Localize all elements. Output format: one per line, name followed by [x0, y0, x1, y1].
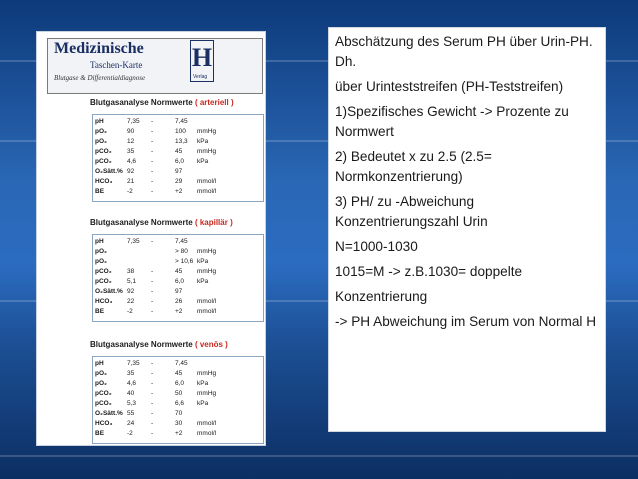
- table-cell: 22: [127, 298, 135, 305]
- table-row: [95, 288, 259, 297]
- table-row: [95, 118, 259, 127]
- table-cell: pO₂: [95, 370, 107, 377]
- table-cell: mmHg: [197, 148, 217, 155]
- table-row: [95, 168, 259, 177]
- table-cell: 55: [127, 410, 135, 417]
- table-cell: 30: [175, 420, 183, 427]
- table-cell: 6,0: [175, 158, 185, 165]
- table-cell: -: [151, 420, 154, 427]
- table-row: [95, 138, 259, 147]
- table-cell: 35: [127, 370, 135, 377]
- section-tag: ( kapillär ): [194, 218, 233, 227]
- table-cell: -: [151, 370, 154, 377]
- table-cell: -: [151, 168, 154, 175]
- table-cell: mmHg: [197, 370, 217, 377]
- table-cell: pCO₂: [95, 400, 112, 407]
- table-cell: 21: [127, 178, 135, 185]
- table-cell: 40: [127, 390, 135, 397]
- table-cell: -: [151, 118, 154, 125]
- table-cell: -: [151, 148, 154, 155]
- table-cell: 7,35: [127, 118, 140, 125]
- table-cell: > 80: [175, 248, 188, 255]
- table-cell: -: [151, 308, 154, 315]
- table-row: [95, 430, 259, 439]
- table-row: [95, 148, 259, 157]
- table-cell: 35: [127, 148, 135, 155]
- table-cell: -2: [127, 308, 133, 315]
- table-cell: pO₂: [95, 380, 107, 387]
- table-cell: 7,45: [175, 360, 188, 367]
- table-cell: pCO₂: [95, 148, 112, 155]
- table-cell: -: [151, 138, 154, 145]
- table-row: [95, 308, 259, 317]
- table-cell: pH: [95, 118, 104, 125]
- table-cell: 12: [127, 138, 135, 145]
- table-cell: pH: [95, 360, 104, 367]
- table-cell: -: [151, 430, 154, 437]
- table-cell: -: [151, 238, 154, 245]
- table-cell: 90: [127, 128, 135, 135]
- table-cell: mmol/l: [197, 430, 217, 437]
- table-row: [95, 268, 259, 277]
- note-line: 2) Bedeutet x zu 2.5 (2.5= Normkonzentrierung): [335, 149, 492, 184]
- table-cell: -: [151, 278, 154, 285]
- card-subtitle: Taschen-Karte: [90, 60, 143, 70]
- notes-text: [335, 32, 597, 337]
- note-line: über Urinteststreifen (PH-Teststreifen): [335, 79, 564, 94]
- section-tag: ( arteriell ): [194, 98, 234, 107]
- table-cell: -: [151, 410, 154, 417]
- table-cell: -: [151, 158, 154, 165]
- table-row: [95, 258, 259, 267]
- table-cell: mmol/l: [197, 420, 217, 427]
- section-title-text: Blutgasanalyse Normwerte: [90, 218, 195, 227]
- table-cell: kPa: [197, 380, 209, 387]
- section-title-text: Blutgasanalyse Normwerte: [90, 98, 195, 107]
- background-wave: [0, 455, 638, 457]
- table-cell: -: [151, 188, 154, 195]
- table-cell: 45: [175, 370, 183, 377]
- table-cell: BE: [95, 430, 105, 437]
- publisher-logo: H: [190, 40, 214, 82]
- table-cell: HCO₃: [95, 178, 113, 185]
- table-cell: mmHg: [197, 390, 217, 397]
- table-cell: 38: [127, 268, 135, 275]
- table-cell: O₂Sätt.%: [95, 288, 123, 295]
- table-cell: HCO₃: [95, 298, 113, 305]
- table-cell: -: [151, 400, 154, 407]
- note-line: 1015=M -> z.B.1030= doppelte: [335, 264, 523, 279]
- note-line: 1)Spezifisches Gewicht -> Prozente zu Normwert: [335, 104, 569, 139]
- table-cell: kPa: [197, 258, 209, 265]
- table-row: [95, 420, 259, 429]
- table-cell: 7,45: [175, 118, 188, 125]
- table-cell: 6,0: [175, 380, 185, 387]
- table-cell: mmHg: [197, 248, 217, 255]
- table-row: [95, 178, 259, 187]
- table-cell: -: [151, 178, 154, 185]
- table-cell: 97: [175, 168, 183, 175]
- section-title: [90, 218, 233, 227]
- table-cell: 4,6: [127, 380, 137, 387]
- section-title-text: Blutgasanalyse Normwerte: [90, 340, 195, 349]
- table-cell: 6,6: [175, 400, 185, 407]
- table-cell: 100: [175, 128, 186, 135]
- note-line: -> PH Abweichung im Serum von Normal H: [335, 314, 597, 329]
- table-row: [95, 410, 259, 419]
- note-line: Abschätzung des Serum PH über Urin-PH. Dh.: [335, 34, 593, 69]
- table-row: [95, 128, 259, 137]
- table-cell: 26: [175, 298, 183, 305]
- table-cell: kPa: [197, 400, 209, 407]
- table-row: [95, 188, 259, 197]
- table-cell: +2: [175, 308, 183, 315]
- table-cell: mmol/l: [197, 188, 217, 195]
- table-cell: pO₂: [95, 138, 107, 145]
- table-cell: pCO₂: [95, 158, 112, 165]
- table-cell: -: [151, 288, 154, 295]
- table-cell: 97: [175, 288, 183, 295]
- table-cell: 4,6: [127, 158, 137, 165]
- section-title: [90, 340, 228, 349]
- table-cell: 13,3: [175, 138, 188, 145]
- table-cell: -: [151, 268, 154, 275]
- note-line: 3) PH/ zu -Abweichung Konzentrierungszahl Urin: [335, 194, 488, 229]
- note-line: N=1000-1030: [335, 239, 418, 254]
- table-cell: pH: [95, 238, 104, 245]
- table-cell: O₂Sätt.%: [95, 168, 123, 175]
- table-cell: -2: [127, 430, 133, 437]
- table-cell: 24: [127, 420, 135, 427]
- table-cell: BE: [95, 308, 105, 315]
- table-row: [95, 248, 259, 257]
- table-cell: -2: [127, 188, 133, 195]
- table-row: [95, 400, 259, 409]
- table-cell: 5,1: [127, 278, 137, 285]
- table-cell: 7,45: [175, 238, 188, 245]
- table-cell: pCO₂: [95, 278, 112, 285]
- table-cell: kPa: [197, 158, 209, 165]
- table-cell: mmol/l: [197, 178, 217, 185]
- table-cell: 92: [127, 288, 135, 295]
- table-cell: O₂Sätt.%: [95, 410, 123, 417]
- table-cell: -: [151, 390, 154, 397]
- note-line: Konzentrierung: [335, 289, 428, 304]
- section-title: [90, 98, 234, 107]
- table-cell: kPa: [197, 278, 209, 285]
- table-cell: -: [151, 360, 154, 367]
- table-cell: 50: [175, 390, 183, 397]
- table-cell: mmHg: [197, 128, 217, 135]
- table-cell: kPa: [197, 138, 209, 145]
- table-cell: pCO₂: [95, 390, 112, 397]
- table-cell: mmHg: [197, 268, 217, 275]
- section-tag: ( venös ): [194, 340, 228, 349]
- table-row: [95, 298, 259, 307]
- table-row: [95, 390, 259, 399]
- table-cell: mmol/l: [197, 298, 217, 305]
- table-cell: BE: [95, 188, 105, 195]
- table-cell: 6,0: [175, 278, 185, 285]
- table-row: [95, 370, 259, 379]
- table-cell: pCO₂: [95, 268, 112, 275]
- table-row: [95, 158, 259, 167]
- table-cell: 70: [175, 410, 183, 417]
- table-cell: +2: [175, 188, 183, 195]
- table-cell: 29: [175, 178, 183, 185]
- table-row: [95, 360, 259, 369]
- card-title: Medizinische: [54, 40, 144, 57]
- table-cell: 7,35: [127, 360, 140, 367]
- table-cell: -: [151, 380, 154, 387]
- table-cell: -: [151, 298, 154, 305]
- table-row: [95, 238, 259, 247]
- table-cell: pO₂: [95, 258, 107, 265]
- table-row: [95, 278, 259, 287]
- table-row: [95, 380, 259, 389]
- table-cell: HCO₃: [95, 420, 113, 427]
- table-cell: > 10,6: [175, 258, 194, 265]
- table-cell: 7,35: [127, 238, 140, 245]
- card-tagline: Blutgase & Differentialdiagnose: [54, 74, 146, 82]
- table-cell: 5,3: [127, 400, 137, 407]
- table-cell: 45: [175, 268, 183, 275]
- table-cell: -: [151, 128, 154, 135]
- table-cell: pO₂: [95, 248, 107, 255]
- table-cell: mmol/l: [197, 308, 217, 315]
- table-cell: 45: [175, 148, 183, 155]
- table-cell: pO₂: [95, 128, 107, 135]
- table-cell: +2: [175, 430, 183, 437]
- publisher-logo-sub: Verlag: [193, 74, 208, 80]
- table-cell: 92: [127, 168, 135, 175]
